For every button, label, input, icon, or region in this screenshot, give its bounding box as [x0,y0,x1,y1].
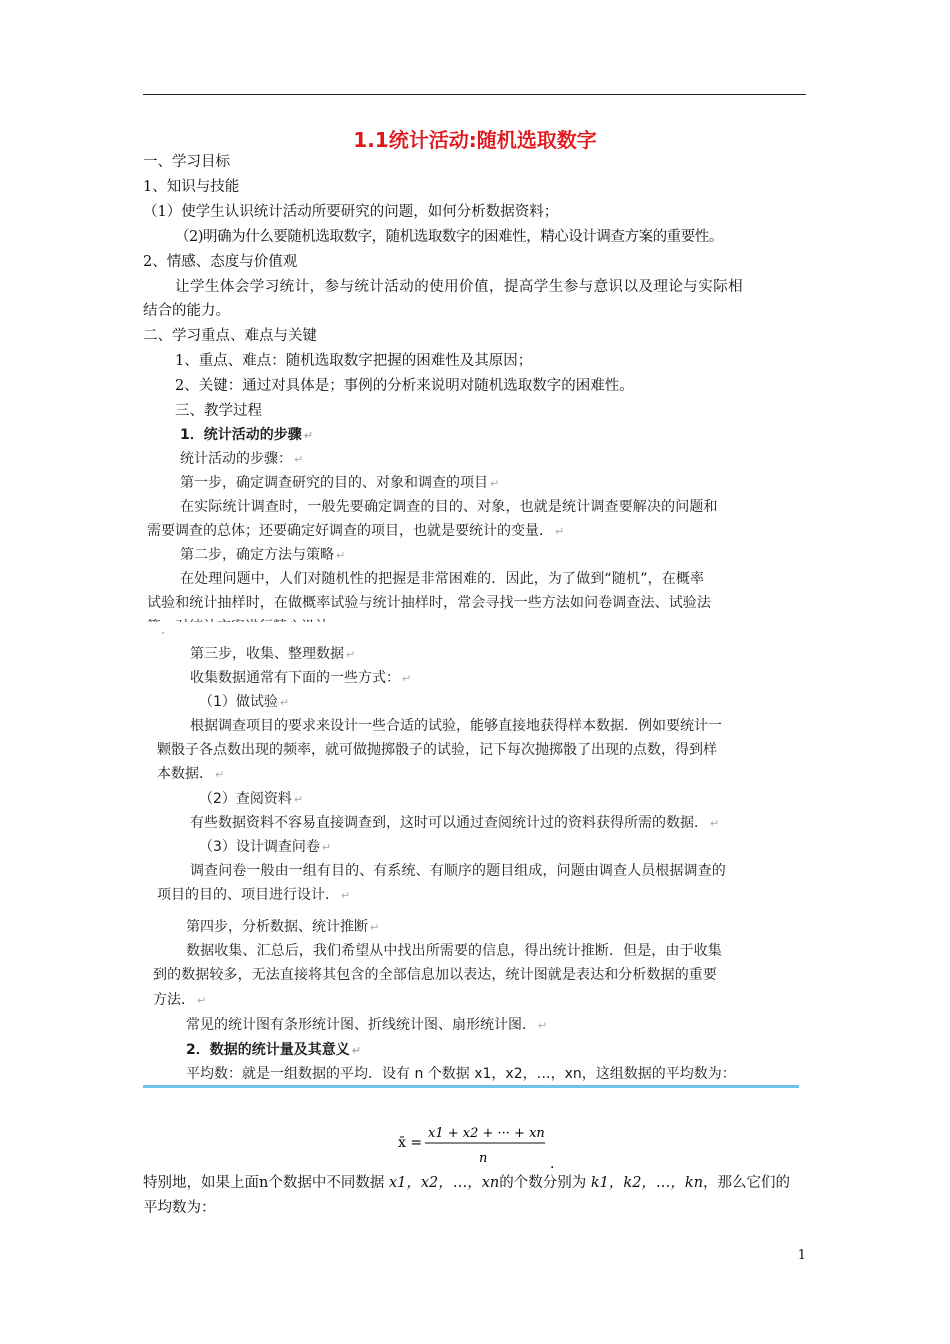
image-text-collect-methods: 收集数据通常有下面的一些方式： ↵ [190,670,412,686]
formula-numerator: x1 + x2 + ··· + xn [428,1126,545,1141]
image-text-step1-body-2: 需要调查的总体；还要确定好调查的项目，也就是要统计的变量． ↵ [147,523,565,539]
section-heading-process: 三、教学过程 [175,403,262,419]
goal-item-1: （1）使学生认识统计活动所要研究的问题，如何分析数据资料； [143,204,559,220]
subheading-knowledge: 1、知识与技能 [143,179,240,195]
image-text-step4-body-2: 到的数据较多，无法直接将其包含的全部信息加以表达，统计图就是表达和分析数据的重要 [153,967,717,983]
image-text-step4-body-3: 方法． ↵ [153,992,207,1008]
emotion-text-2: 结合的能力。 [143,303,230,319]
document-title: 1.1统计活动:随机选取数字 [353,128,597,152]
image-text-step2-title: 第二步，确定方法与策略 ↵ [180,547,346,563]
image-text-step1-body-1: 在实际统计调查时，一般先要确定调查的目的、对象，也就是统计调查要解决的问题和 [180,499,718,515]
image-text-step3-title: 第三步，收集、整理数据 ↵ [190,646,356,662]
keypoint-1: 1、重点、难点：随机选取数字把握的困难性及其原因； [175,353,533,369]
image-text-step1-title: 第一步，确定调查研究的目的、对象和调查的项目 ↵ [180,475,500,491]
image-heading-steps: 1．统计活动的步骤 ↵ [180,427,313,443]
image-text-survey-body-2: 项目的目的、项目进行设计． ↵ [157,887,351,903]
image-text-step4-body-1: 数据收集、汇总后，我们希望从中找出所需要的信息，得出统计推断．但是，由于收集 [186,943,722,959]
image-text-chart-types: 常见的统计图有条形统计图、折线统计图、扇形统计图． ↵ [186,1017,548,1033]
image-text-method-survey: （3）设计调查问卷 ↵ [199,839,332,855]
subheading-emotion: 2、情感、态度与价值观 [143,254,298,270]
image-text-method-experiment: （1）做试验 ↵ [199,694,290,710]
weighted-mean-text-1: 特别地，如果上面n个数据中不同数据 x1，x2，…，xn的个数分别为 k1，k2，…，kn，那么它们的 [143,1175,791,1191]
weighted-mean-text-2: 平均数为： [143,1200,216,1216]
image-text-research-body: 有些数据资料不容易直接调查到，这时可以通过查阅统计过的资料获得所需的数据． ↵ [190,815,720,831]
data-variables: x1，x2，…，xn [474,1066,582,1082]
image-crop-edge [143,622,803,632]
image-text-method-research: （2）查阅资料 ↵ [199,791,304,807]
keypoint-2: 2、关键：通过对具体是；事例的分析来说明对随机选取数字的困难性。 [175,378,634,394]
formula-end: . [550,1156,555,1169]
formula-denominator: n [479,1151,488,1166]
data-variables-2: x1，x2，…，xn [388,1175,500,1191]
section-heading-goals: 一、学习目标 [143,154,230,170]
header-rule [143,94,806,95]
image-heading-statistics: 2．数据的统计量及其意义 ↵ [186,1042,361,1058]
image-text-mean-definition: 平均数：就是一组数据的平均．设有 n 个数据 x1，x2，…，xn，这组数据的平均数为： [186,1066,736,1082]
formula-lhs: x̄ = [398,1135,423,1151]
emotion-text-1: 让学生体会学习统计，参与统计活动的使用价值，提高学生参与意识以及理论与实际相 [175,279,744,295]
image-text-step4-title: 第四步，分析数据、统计推断 ↵ [186,919,380,935]
image-text-experiment-body-1: 根据调查项目的要求来设计一些合适的试验，能够直接地获得样本数据．例如要统计一 [190,718,722,734]
image-text-step2-body-2: 试验和统计抽样时，在做概率试验与统计抽样时，常会寻找一些方法如问卷调查法、试验法 [147,595,711,611]
page-number: 1 [797,1248,806,1263]
image-text-experiment-body-2: 颗骰子各点数出现的频率，就可做抛掷骰子的试验，记下每次抛掷骰了出现的点数，得到样 [157,742,717,758]
image-text-step2-body-1: 在处理问题中，人们对随机性的把握是非常困难的．因此，为了做到“随机”，在概率 [180,571,705,587]
image-text-steps-intro: 统计活动的步骤： ↵ [180,451,304,467]
image-text-survey-body-1: 调查问卷一般由一组有目的、有系统、有顺序的题目组成，问题由调查人员根据调查的 [190,863,726,879]
image-bottom-border [143,1085,799,1088]
count-variables: k1，k2，…，kn [590,1175,704,1191]
section-heading-keypoints: 二、学习重点、难点与关键 [143,328,317,344]
mean-formula [395,1119,565,1169]
goal-item-2: （2)明确为什么要随机选取数字，随机选取数字的困难性，精心设计调查方案的重要性。 [175,229,723,245]
image-text-experiment-body-3: 本数据． ↵ [157,766,225,782]
